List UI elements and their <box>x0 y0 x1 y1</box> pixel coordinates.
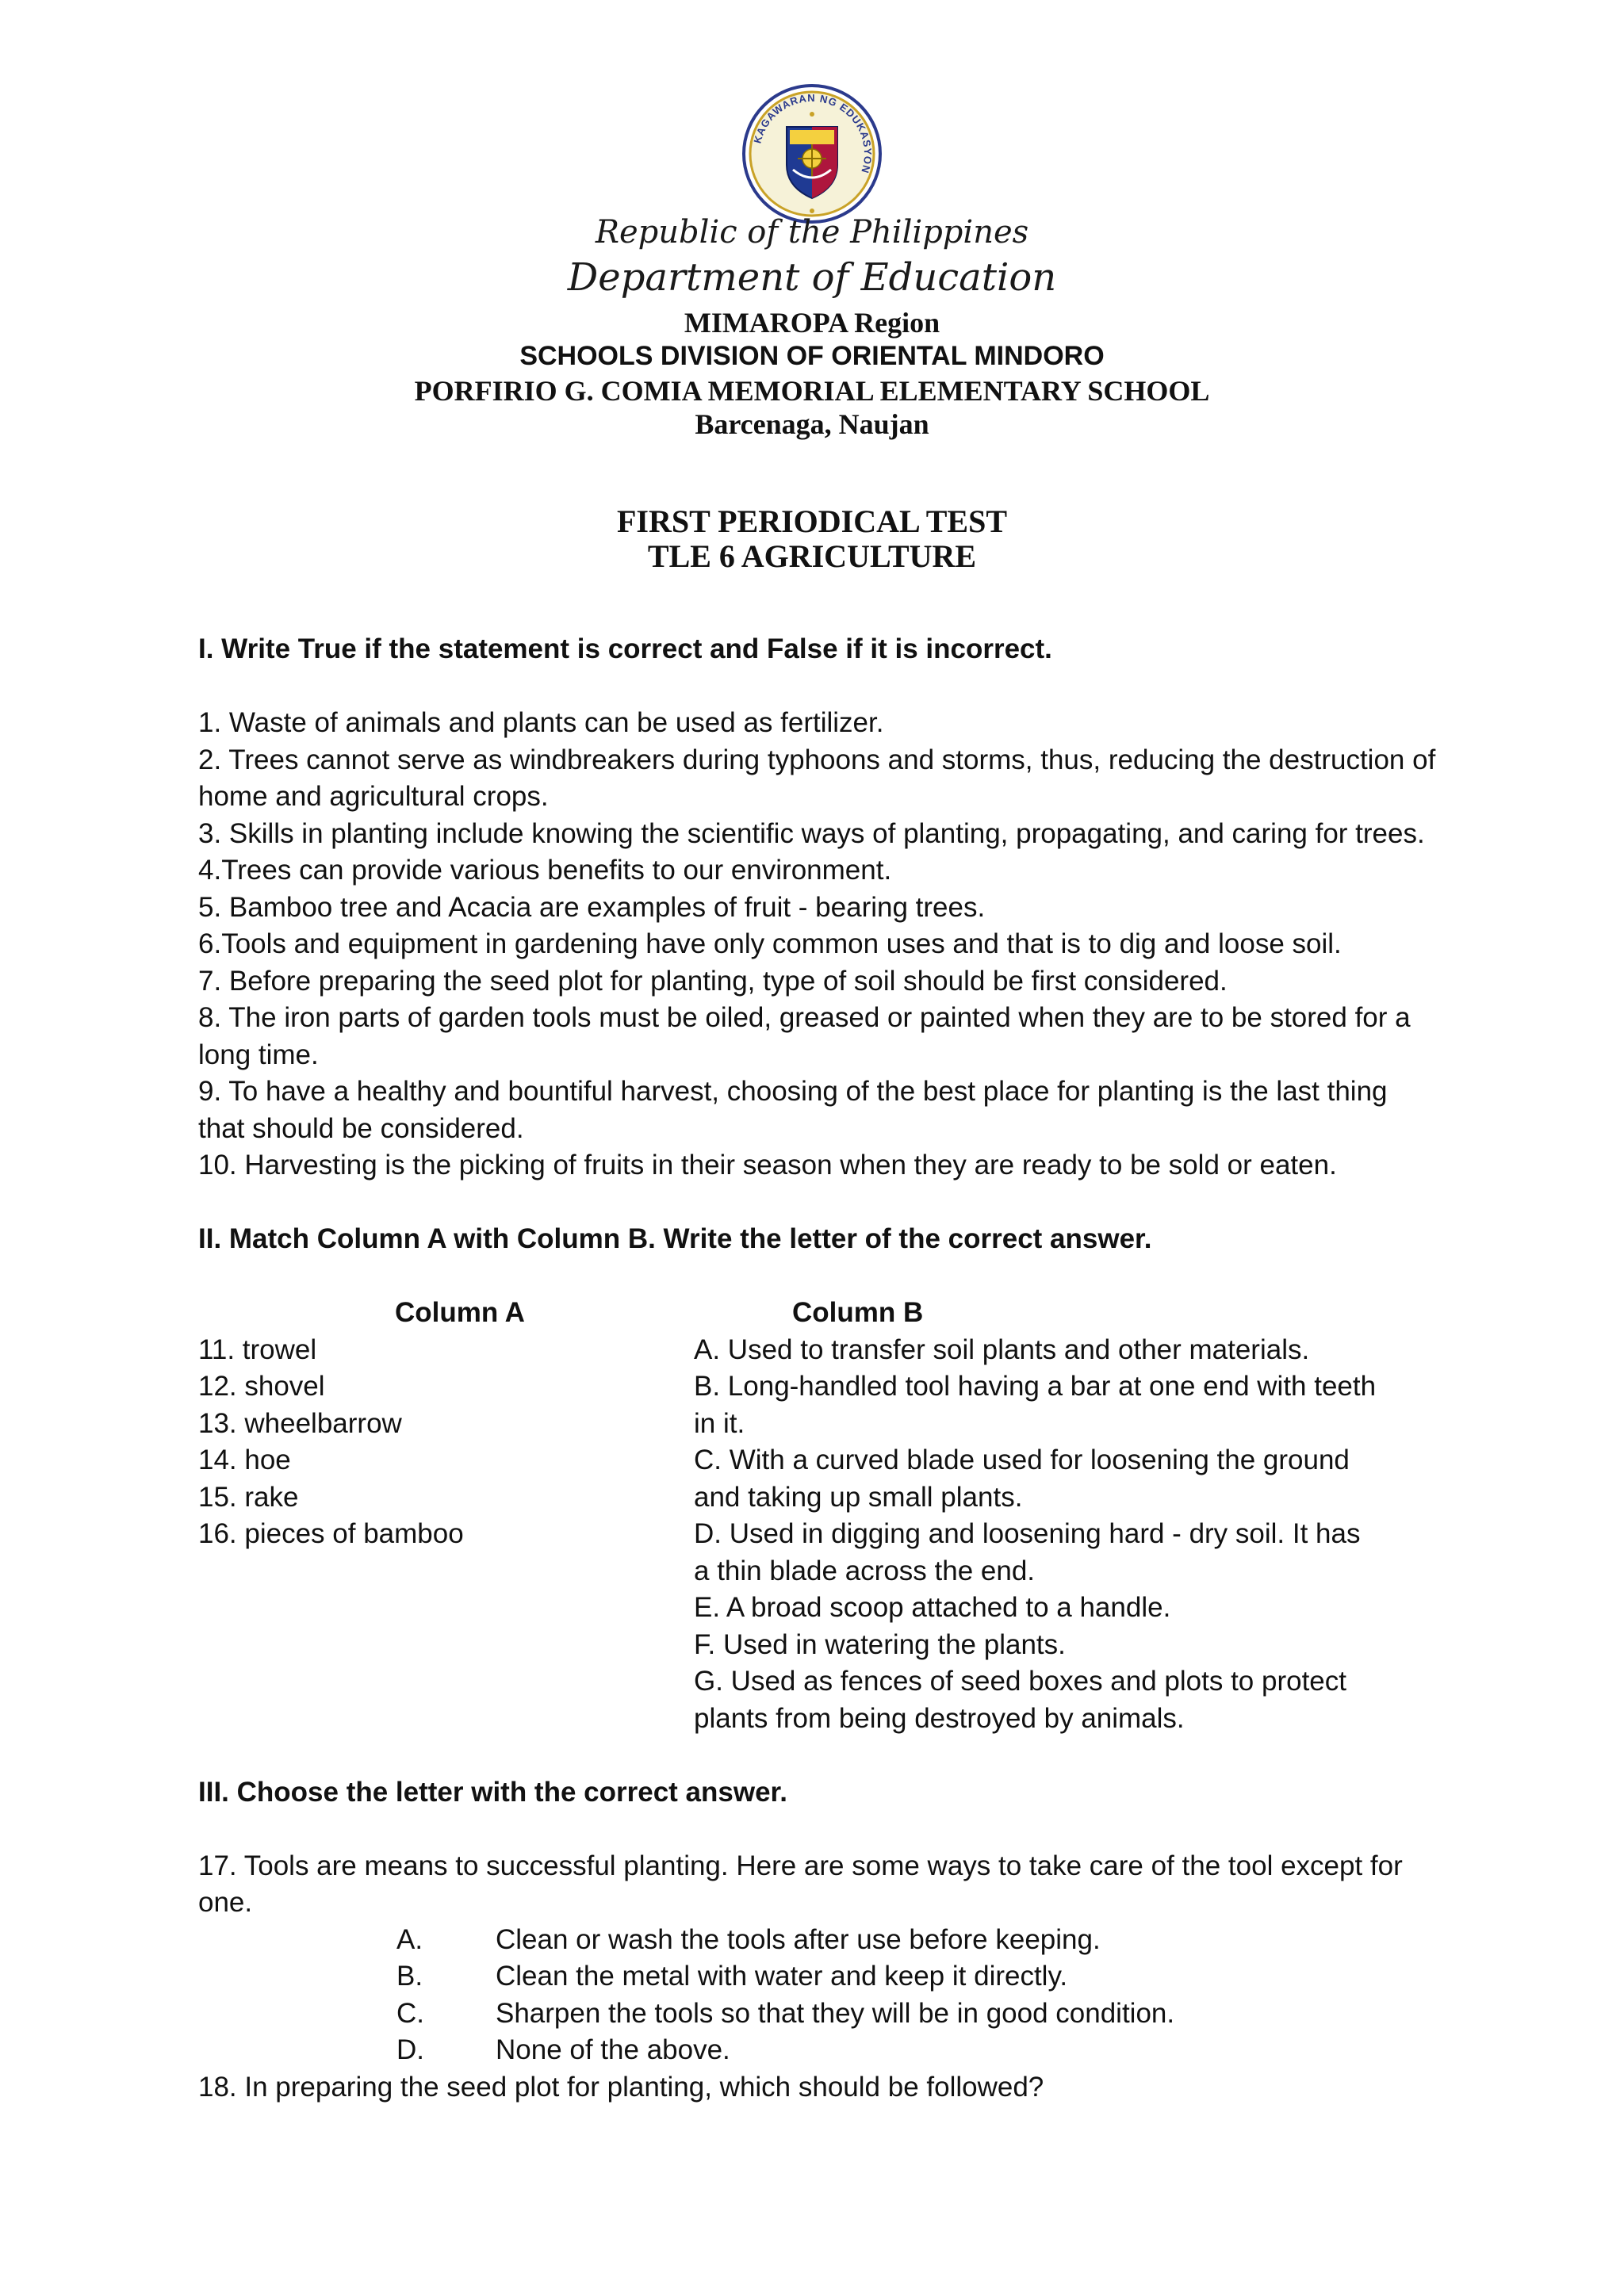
column-b-header: Column B <box>792 1297 924 1328</box>
choice-d <box>396 2032 1467 2069</box>
choice-letter: C. <box>396 1997 424 2029</box>
statement-line: 3. Skills in planting include knowing the scientific ways of planting, propagating, and caring for trees. <box>198 817 1425 849</box>
choice-c <box>396 1996 1467 2033</box>
choice-text: Clean the metal with water and keep it directly. <box>496 1961 1068 1992</box>
column-b-item: a thin blade across the end. <box>694 1555 1036 1586</box>
column-a-item: 16. pieces of bamboo <box>198 1518 464 1549</box>
column-a-item: 13. wheelbarrow <box>198 1407 402 1439</box>
statement-line: 6.Tools and equipment in gardening have only common uses and that is to dig and loose soil. <box>198 928 1342 959</box>
statement-line: 2. Trees cannot serve as windbreakers during typhoons and storms, thus, reducing the destruction of <box>198 744 1436 775</box>
matching-columns <box>198 1295 1467 1737</box>
statement-line: 10. Harvesting is the picking of fruits in their season when they are ready to be sold or eaten. <box>198 1150 1337 1181</box>
choice-a <box>396 1922 1467 1959</box>
column-b-item: and taking up small plants. <box>694 1481 1023 1513</box>
column-a-item: 15. rake <box>198 1481 299 1513</box>
column-b-item: in it. <box>694 1407 745 1439</box>
column-b-item: D. Used in digging and loosening hard - dry soil. It has <box>694 1518 1361 1549</box>
division-heading: SCHOOLS DIVISION OF ORIENTAL MINDORO <box>519 341 1105 371</box>
column-a-item: 11. trowel <box>198 1334 317 1365</box>
column-b-item: F. Used in watering the plants. <box>694 1628 1066 1660</box>
question-17-line: 17. Tools are means to successful planting. Here are some ways to take care of the tool except for <box>198 1850 1403 1881</box>
choice-b <box>396 1958 1467 1996</box>
statement-line: 1. Waste of animals and plants can be used as fertilizer. <box>198 707 884 738</box>
statement-line: long time. <box>198 1039 319 1070</box>
column-b-item: B. Long-handled tool having a bar at one end with teeth <box>694 1371 1377 1402</box>
column-b <box>694 1295 1455 1737</box>
choice-text: Sharpen the tools so that they will be in good condition. <box>496 1997 1175 2029</box>
column-b-item: C. With a curved blade used for loosening the ground <box>694 1445 1350 1475</box>
section-2-heading: II. Match Column A with Column B. Write the letter of the correct answer. <box>198 1223 1152 1254</box>
test-subject: TLE 6 AGRICULTURE <box>647 538 977 574</box>
question-17-line: one. <box>198 1887 253 1918</box>
test-content <box>198 631 1467 2106</box>
test-title: FIRST PERIODICAL TEST <box>616 503 1008 539</box>
column-b-item: G. Used as fences of seed boxes and plots to protect <box>694 1666 1346 1697</box>
section-1-heading: I. Write True if the statement is correct and False if it is incorrect. <box>198 633 1052 664</box>
school-location: Barcenaga, Naujan <box>695 408 929 440</box>
column-a-header: Column A <box>395 1297 525 1328</box>
seal-emblem-icon <box>741 82 883 225</box>
question-18-line: 18. In preparing the seed plot for planting, which should be followed? <box>198 2071 1044 2103</box>
statement-line: 8. The iron parts of garden tools must be oiled, greased or painted when they are to be stored for a <box>198 1002 1411 1033</box>
statement-line: 7. Before preparing the seed plot for planting, type of soil should be first considered. <box>198 965 1228 997</box>
statement-line: that should be considered. <box>198 1112 524 1144</box>
column-b-item: plants from being destroyed by animals. <box>694 1702 1185 1734</box>
republic-heading: Republic of the Philippines <box>595 214 1029 251</box>
deped-seal-logo <box>741 82 883 225</box>
region-heading: MIMAROPA Region <box>684 307 940 339</box>
choice-letter: A. <box>396 1923 423 1955</box>
statement-line: 4.Trees can provide various benefits to our environment. <box>198 855 892 886</box>
school-name: PORFIRIO G. COMIA MEMORIAL ELEMENTARY SCHOOL <box>414 375 1210 407</box>
choice-text: Clean or wash the tools after use before keeping. <box>496 1923 1101 1955</box>
question-17-choices <box>198 1922 1467 2069</box>
column-a-item: 12. shovel <box>198 1371 325 1402</box>
choice-text: None of the above. <box>496 2034 730 2065</box>
column-b-item: E. A broad scoop attached to a handle. <box>694 1592 1171 1623</box>
choice-letter: B. <box>396 1961 423 1992</box>
column-b-item: A. Used to transfer soil plants and other materials. <box>694 1334 1310 1365</box>
column-a-item: 14. hoe <box>198 1445 291 1475</box>
statement-line: home and agricultural crops. <box>198 781 549 812</box>
department-heading: Department of Education <box>567 255 1057 300</box>
svg-text:KAGAWARAN NG EDUKASYON: KAGAWARAN NG EDUKASYON <box>751 91 875 175</box>
section-3-heading: III. Choose the letter with the correct answer. <box>198 1776 787 1808</box>
section-1-items <box>198 705 1467 1184</box>
choice-letter: D. <box>396 2034 424 2065</box>
statement-line: 9. To have a healthy and bountiful harvest, choosing of the best place for planting is the last thing <box>198 1076 1388 1107</box>
column-a <box>198 1295 642 1553</box>
statement-line: 5. Bamboo tree and Acacia are examples of fruit - bearing trees. <box>198 891 986 923</box>
